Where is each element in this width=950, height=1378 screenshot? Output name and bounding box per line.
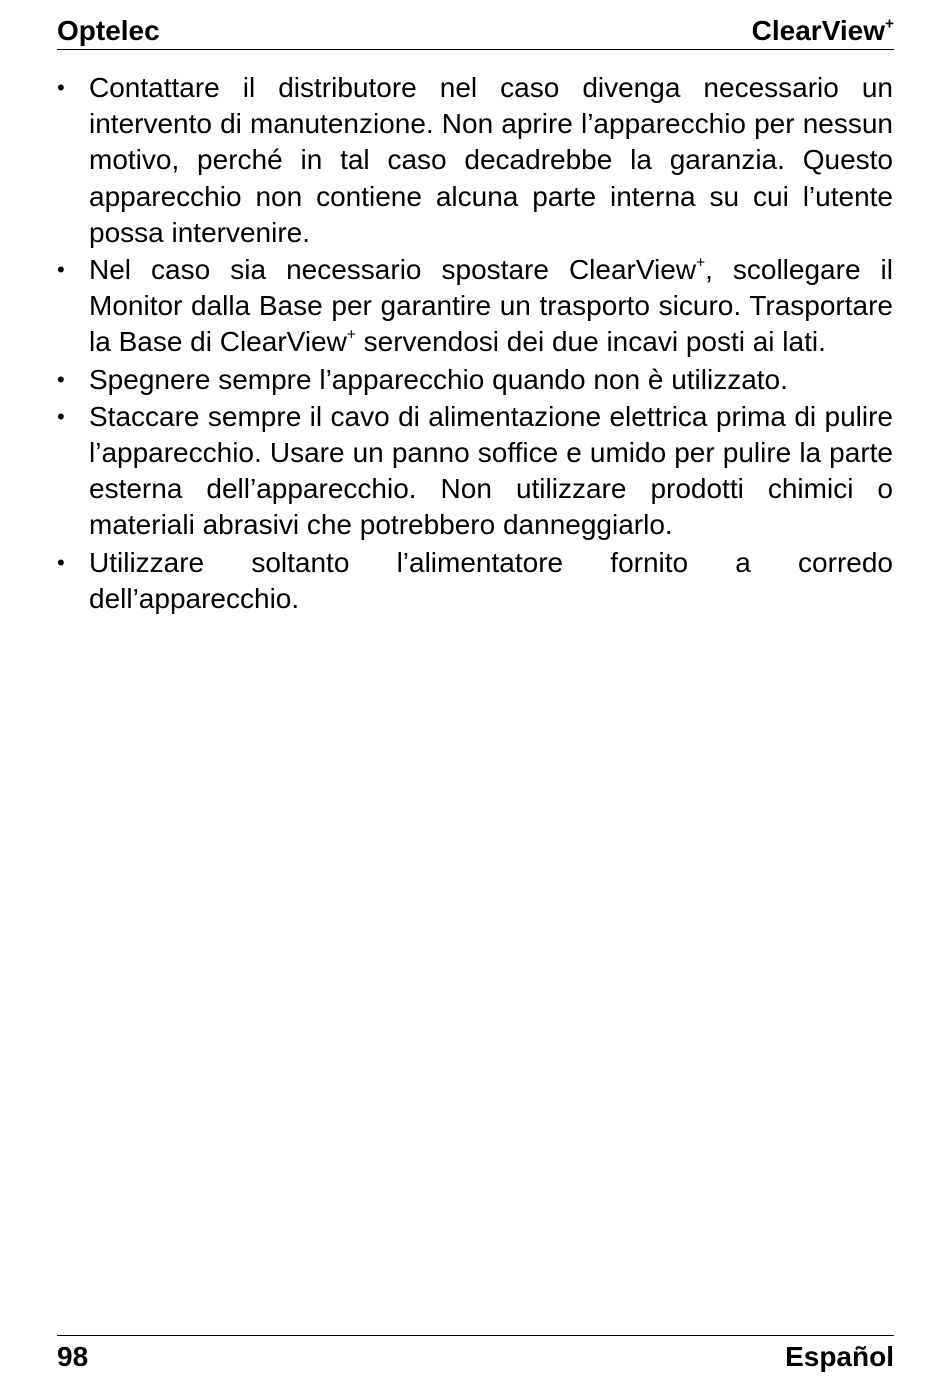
- list-item: [57, 362, 893, 398]
- list-item: [57, 399, 893, 544]
- bullet-icon: •: [57, 257, 65, 283]
- header-product-sup: +: [885, 15, 894, 33]
- list-item-text: Spegnere sempre l’apparecchio quando non è utilizzato.: [89, 363, 788, 395]
- list-item-text: Staccare sempre il cavo di alimentazione elettrica prima di pulire l’apparecchio. Usare un panno soffice e umido per pulire la parte esterna dell’apparecchio. Non utilizzare prodotti chimici o materiali abrasivi che potrebbero danneggiarlo.: [89, 400, 893, 541]
- bullet-icon: •: [57, 403, 65, 429]
- list-item: [57, 70, 893, 251]
- list-item: [57, 252, 893, 361]
- superscript-plus: +: [346, 326, 356, 344]
- list-item-text: Contattare il distributore nel caso divenga necessario un intervento di manutenzione. Non aprire l’apparecchio per nessun motivo, perché in tal caso decadrebbe la garanzia. Questo apparecchio non contiene alcuna parte interna su cui l’utente possa intervenire.: [89, 72, 893, 248]
- header-product: [752, 14, 894, 48]
- list-item-text: [89, 254, 893, 357]
- list-item-text: Utilizzare soltanto l’alimentatore fornito a corredo dell’apparecchio.: [89, 546, 893, 614]
- page-content: [57, 70, 893, 618]
- footer-language: Español: [785, 1341, 894, 1372]
- header-product-name: ClearView: [751, 15, 885, 46]
- list-item-text-part: , scollegare il Monitor dalla Base per garantire un trasporto sicuro. Trasportare la Base di ClearView: [89, 254, 893, 358]
- header-brand: Optelec: [57, 15, 160, 46]
- page-header: [57, 12, 894, 50]
- bullet-icon: •: [57, 366, 65, 392]
- list-item-text-part: servendosi dei due incavi posti ai lati.: [355, 326, 826, 358]
- bullet-icon: •: [57, 549, 65, 575]
- bullet-list: [57, 70, 893, 617]
- list-item-text-part: Nel caso sia necessario spostare ClearView: [89, 254, 697, 286]
- page-footer: [57, 1335, 894, 1375]
- list-item: [57, 545, 893, 617]
- bullet-icon: •: [57, 75, 65, 100]
- superscript-plus: +: [696, 254, 706, 272]
- page-number: 98: [57, 1341, 89, 1372]
